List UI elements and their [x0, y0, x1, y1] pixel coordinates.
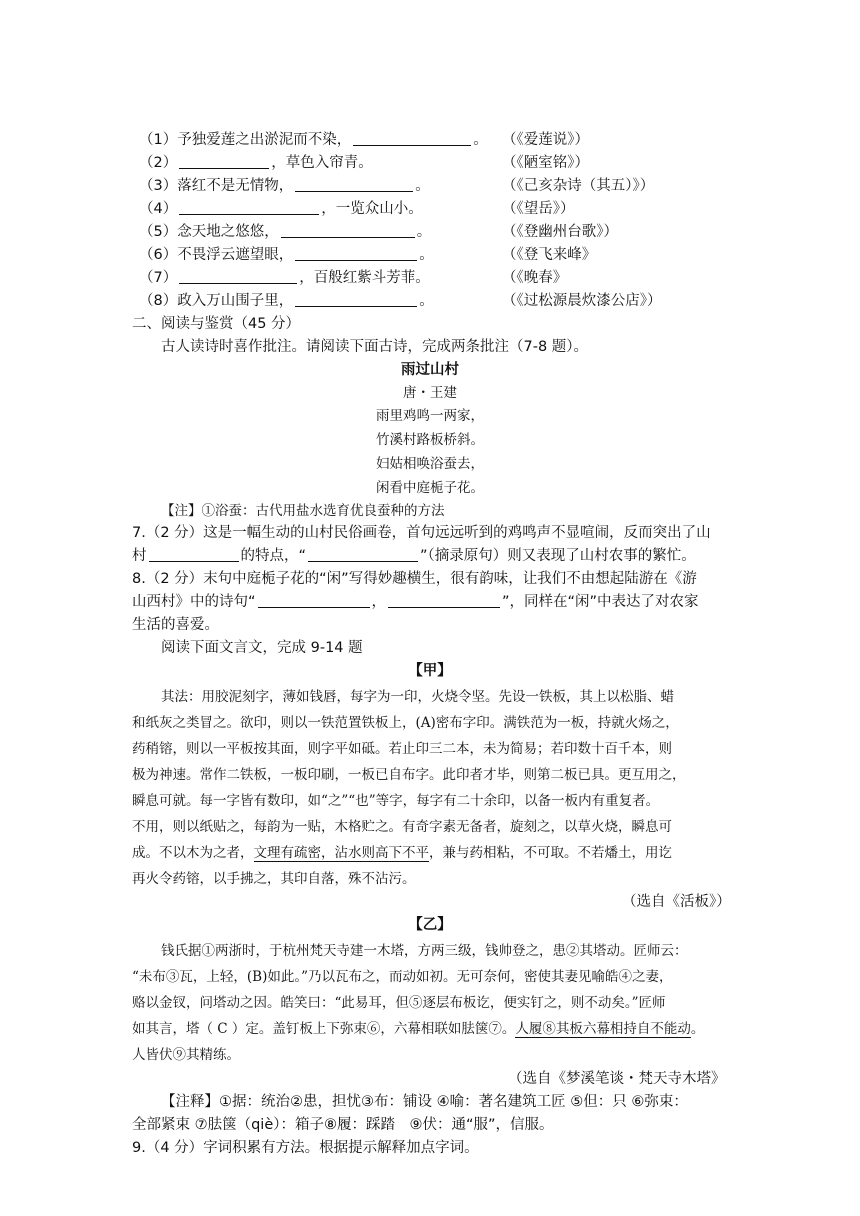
passage-line: 瞬息可就。每一字皆有数印，如“之”“也”等字，每字有二十余印，以备一板内有重复者。	[132, 793, 660, 809]
passage-line: “未布③瓦，上轻，(B)如此。”乃以瓦布之，而动如初。无可奈何，密使其妻见喻皓④之妻，	[132, 969, 673, 985]
line-text: 念天地之悠悠，	[177, 224, 279, 240]
fill-in-6	[139, 243, 434, 264]
underlined-sentence: 文理有疏密，沾水则高下不平	[253, 845, 429, 861]
source-citation: （《登幽州台歌》）	[502, 224, 618, 240]
line-text: 。	[416, 224, 432, 240]
line-text: 。	[473, 132, 488, 148]
poem-title: 雨过山村	[401, 362, 459, 378]
line-text: 。	[419, 247, 434, 263]
passage-line: 赂以金钗，问塔动之因。皓笑曰：“此易耳，但⑤逐层布板讫，便实钉之，则不动矣。”匠师	[132, 995, 666, 1011]
line-text: 。	[690, 1021, 705, 1037]
passage-line: 药稍镕，则以一平板按其面，则字平如砥。若止印三二本，未为简易；若印数十百千本，则	[132, 741, 672, 757]
annotation-notes: 【注释】①据：统治②患，担忧③布：铺设 ④喻：著名建筑工匠 ⑤但：只 ⑥弥束：	[161, 1094, 688, 1110]
line-text: 政入万山围子里，	[177, 293, 294, 309]
line-text: 山西村》中的诗句“	[132, 594, 256, 610]
fill-in-4	[139, 197, 423, 218]
line-text: 村	[132, 548, 147, 564]
underlined-sentence: 人履⑧其板六幕相持自不能动	[515, 1021, 691, 1037]
passage-line: 其法：用胶泥刻字，薄如钱唇，每字为一印，火烧令坚。先设一铁板，其上以松脂、蜡	[161, 689, 674, 705]
line-text: 落红不是无情物，	[177, 178, 294, 194]
answer-blank[interactable]	[281, 236, 415, 238]
item-number: （5）	[139, 224, 178, 240]
fill-in-7	[139, 266, 430, 287]
answer-blank[interactable]	[149, 560, 239, 562]
line-text: ，	[371, 594, 387, 610]
poem-line: 妇姑相唤浴蚕去，	[376, 456, 484, 472]
line-text: ，草色入帘青。	[271, 155, 373, 171]
line-text: ”（摘录原句）则又表现了山村农事的繁忙。	[420, 548, 696, 564]
fill-in-5	[139, 220, 431, 241]
passage-line: 再火令药镕，以手拂之，其印自落，殊不沾污。	[132, 871, 416, 887]
source-citation: （《过松源晨炊漆公店》）	[502, 293, 662, 309]
answer-blank[interactable]	[295, 259, 417, 261]
question-7: 7.（2 分）这是一幅生动的山村民俗画卷，首句远远听到的鸡鸣声不显喧闹，反而突出了山	[132, 525, 711, 541]
annotation-notes: 全部紧束 ⑦胠箧（qiè）：箱子⑧履：踩踏 ⑨伏：通“服”，信服。	[132, 1117, 554, 1133]
source-citation: （《陋室铭》）	[502, 155, 589, 171]
passage-line: 极为神速。常作二铁板，一板印刷，一板已自布字。此印者才毕，则第二板已具。更互用之，	[132, 767, 686, 783]
section-heading: 二、阅读与鉴赏（45 分）	[132, 316, 301, 332]
line-text: ，百般红紫斗芳菲。	[299, 270, 430, 286]
poem-line: 竹溪村路板桥斜。	[376, 432, 484, 448]
question-8-line2	[132, 590, 699, 611]
passage-line: 和纸灰之类冒之。欲印，则以一铁范置铁板上，(A)密布字印。满铁范为一板，持就火炀之，	[132, 715, 679, 731]
fill-in-8	[139, 289, 434, 310]
poem-line: 闲看中庭栀子花。	[376, 480, 484, 496]
question-8: 8.（2 分）末句中庭栀子花的“闲”写得妙趣横生，很有韵味，让我们不由想起陆游在《游	[132, 571, 697, 587]
reading-intro: 阅读下面文言文，完成 9-14 题	[161, 640, 363, 656]
answer-blank[interactable]	[179, 282, 297, 284]
answer-blank[interactable]	[179, 213, 319, 215]
item-number: （4）	[139, 201, 178, 217]
line-text: 的特点，“	[240, 548, 307, 564]
line-text: 予独爱莲之出淤泥而不染，	[177, 132, 352, 148]
fill-in-1	[139, 128, 488, 149]
line-text: ，一览众山小。	[321, 201, 423, 217]
answer-blank[interactable]	[258, 606, 370, 608]
item-number: （2）	[139, 155, 178, 171]
line-text: ”，同样在“闲”中表达了对农家	[502, 594, 699, 610]
passage-title-yi: 【乙】	[408, 917, 452, 933]
passage-line	[132, 1017, 704, 1037]
answer-blank[interactable]	[179, 167, 269, 169]
passage-line: 人皆伏⑨其精练。	[132, 1047, 240, 1063]
question-7-line2	[132, 544, 696, 565]
answer-blank[interactable]	[353, 144, 471, 146]
passage-line: 不用，则以纸贴之，每韵为一贴，木格贮之。有奇字素无备者，旋刻之，以草火烧，瞬息可	[132, 819, 672, 835]
source-citation: （《爱莲说》）	[502, 132, 589, 148]
line-text: ，兼与药相粘，不可取。不若燔土，用讫	[429, 845, 672, 861]
answer-blank[interactable]	[295, 190, 413, 192]
line-text: 。	[419, 293, 434, 309]
line-text: 不畏浮云遮望眼，	[177, 247, 294, 263]
item-number: （6）	[139, 247, 178, 263]
passage-line: 钱氏据①两浙时，于杭州梵天寺建一木塔，方两三级，钱帅登之，患②其塔动。匠师云：	[161, 943, 688, 959]
poem-line: 雨里鸡鸣一两家，	[376, 408, 484, 424]
passage-line	[132, 841, 672, 861]
question-9: 9.（4 分）字词积累有方法。根据提示解释加点字词。	[132, 1140, 479, 1156]
source-citation: （选自《梦溪笔谈・梵天寺木塔》	[508, 1071, 726, 1087]
section-intro: 古人读诗时喜作批注。请阅读下面古诗，完成两条批注（7-8 题）。	[161, 339, 589, 355]
line-text: 如其言，塔（ C ）定。盖钉板上下弥束⑥，六幕相联如胠箧⑦。	[132, 1021, 516, 1037]
source-citation: （《晚春》	[502, 270, 568, 286]
poem-note: 【注】①浴蚕：古代用盐水选育优良蚕种的方法	[161, 503, 445, 519]
source-citation: （《望岳》）	[502, 201, 575, 217]
source-citation: （《己亥杂诗（其五）》）	[502, 178, 655, 194]
answer-blank[interactable]	[308, 560, 418, 562]
answer-blank[interactable]	[295, 305, 417, 307]
source-citation: （选自《活板》）	[622, 894, 731, 910]
passage-title-jia: 【甲】	[408, 663, 452, 679]
source-citation: （《登飞来峰》	[502, 247, 597, 263]
line-text: 成。不以木为之者，	[132, 845, 254, 861]
question-8-line3: 生活的喜爱。	[132, 617, 219, 633]
answer-blank[interactable]	[388, 606, 500, 608]
item-number: （7）	[139, 270, 178, 286]
fill-in-2	[139, 151, 373, 172]
item-number: （1）	[139, 132, 178, 148]
line-text: 。	[415, 178, 430, 194]
item-number: （8）	[139, 293, 178, 309]
item-number: （3）	[139, 178, 178, 194]
poem-author: 唐・王建	[403, 385, 457, 401]
fill-in-3	[139, 174, 430, 195]
